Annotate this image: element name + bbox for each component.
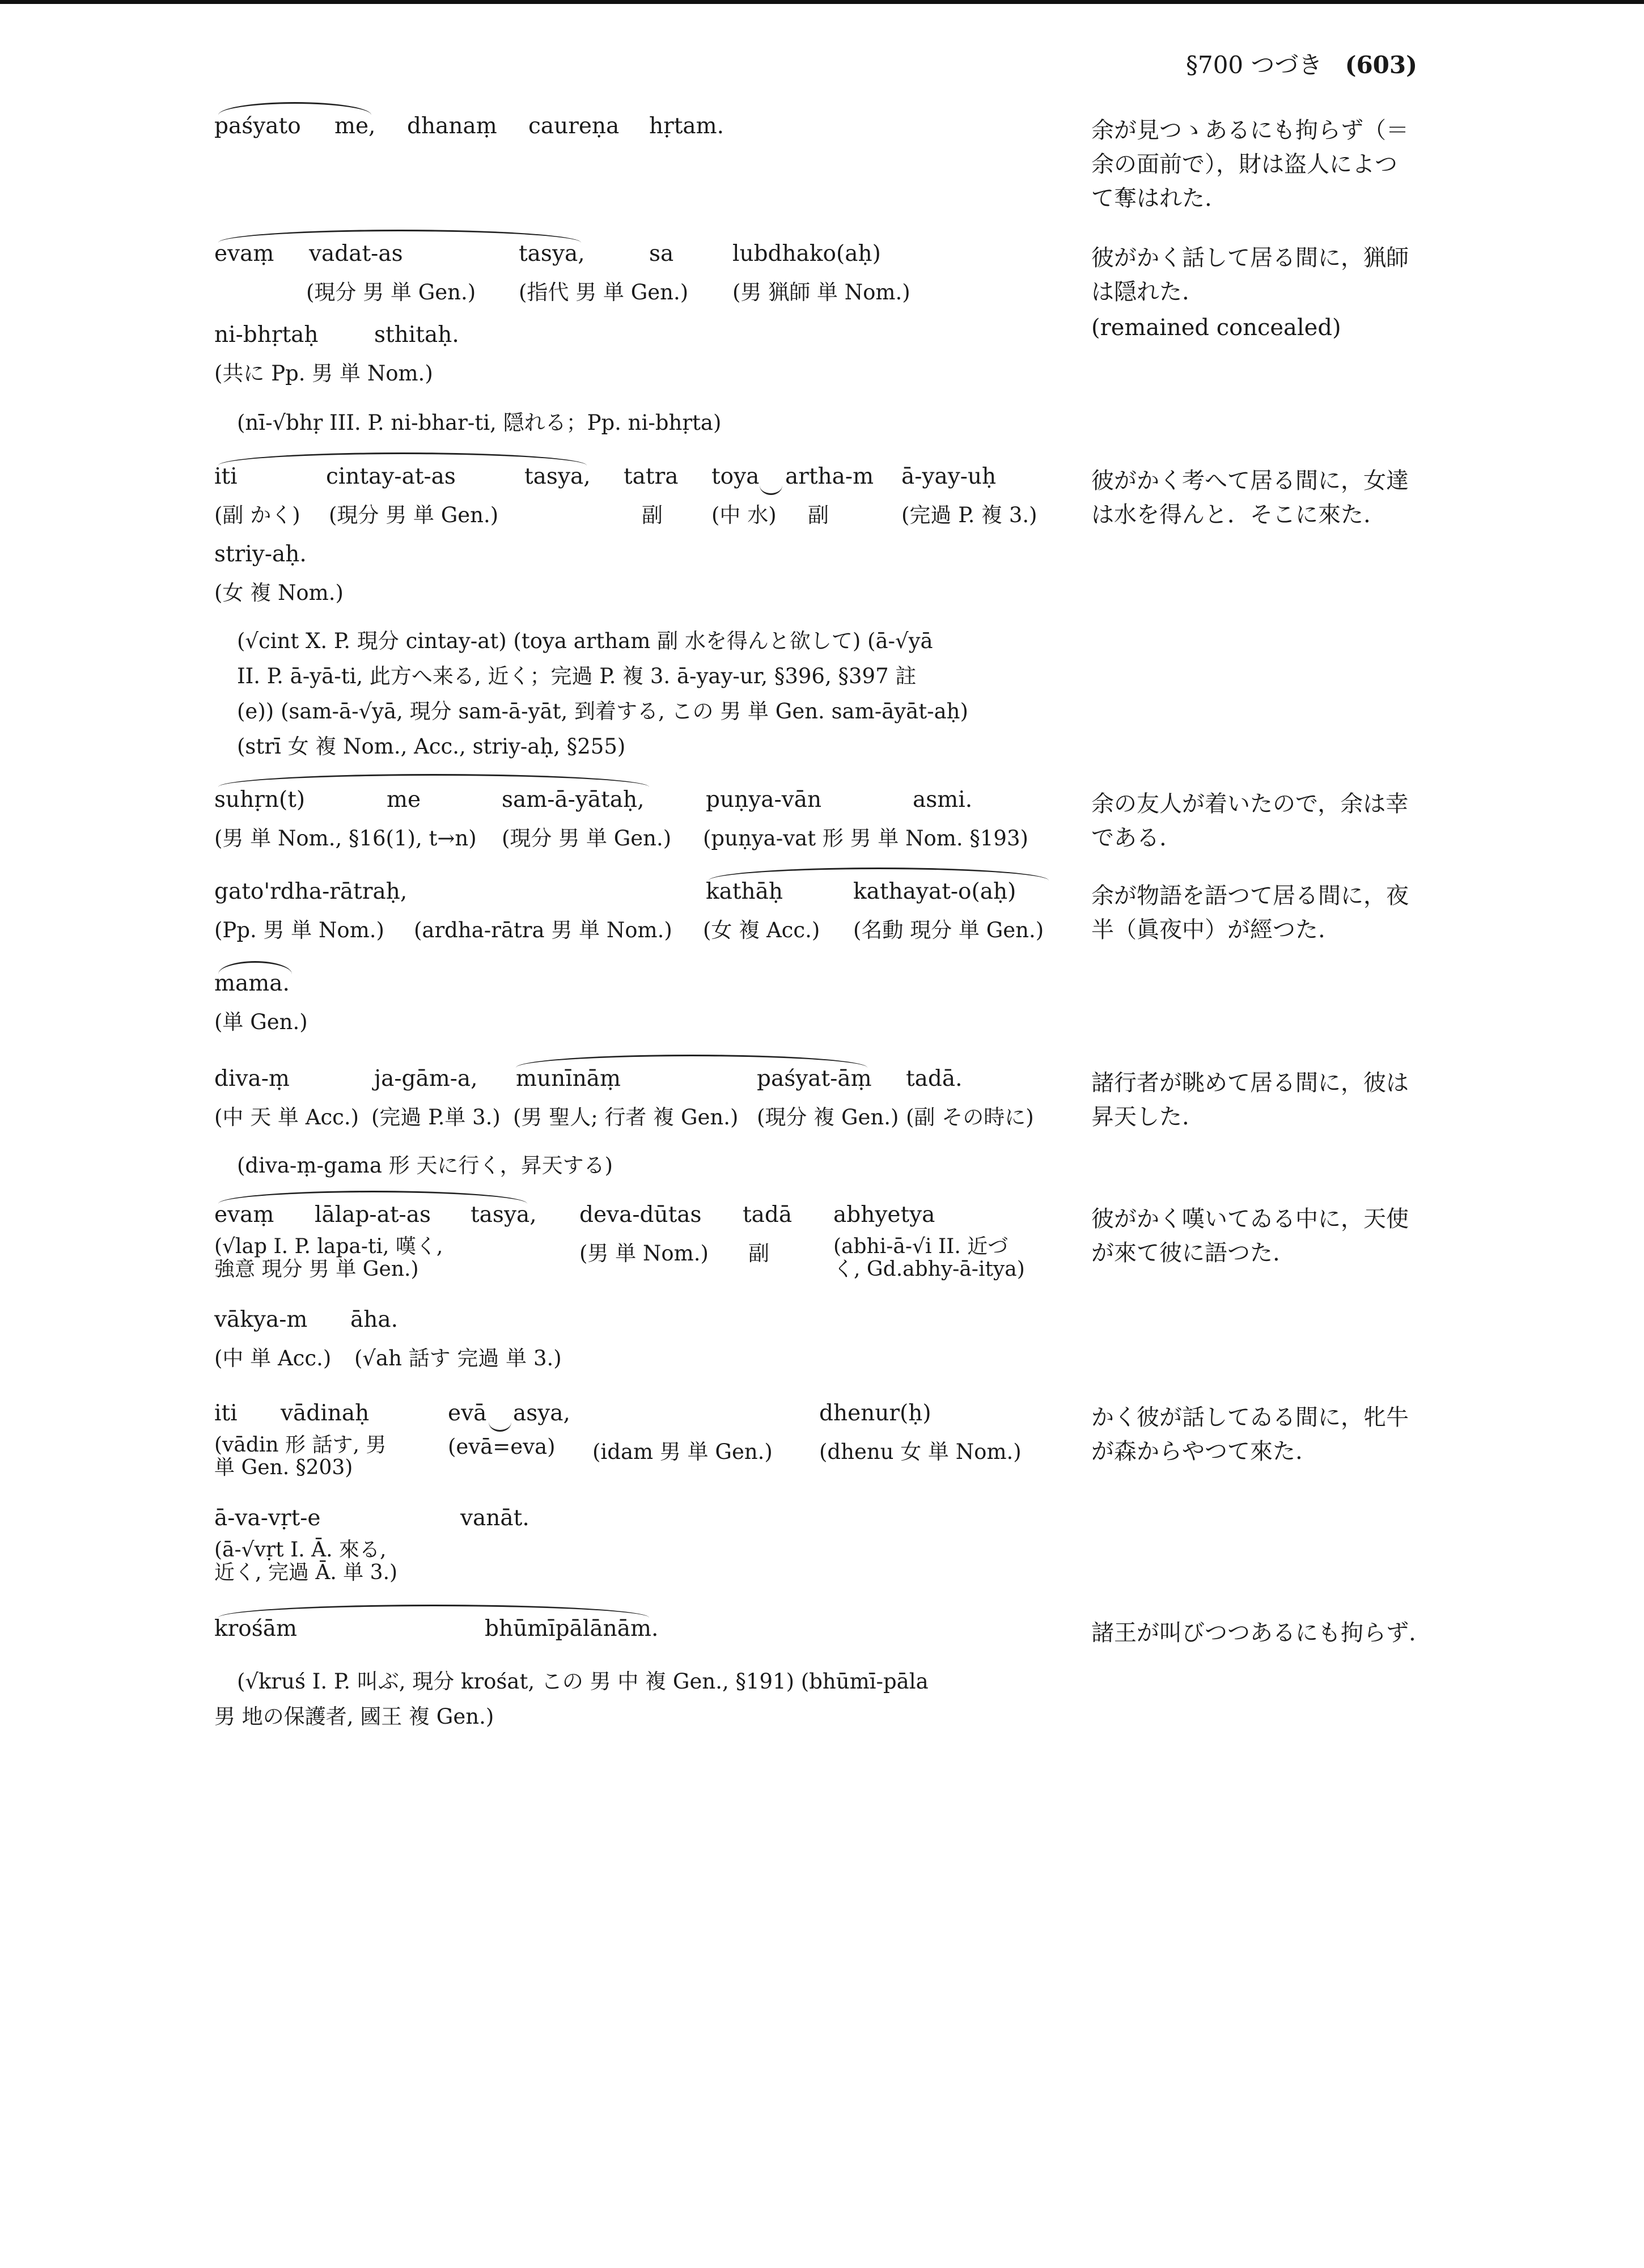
gloss: (共に Pp. 男 単 Nom.)	[214, 361, 433, 386]
sanskrit-word: toya	[711, 464, 760, 489]
note-line: 男 地の保護者, 國王 複 Gen.)	[214, 1704, 494, 1729]
gloss: (vādin 形 話す, 男	[214, 1433, 387, 1457]
sanskrit-word: asmi.	[913, 787, 973, 813]
sanskrit-word: artha-m	[785, 464, 874, 489]
sanskrit-word: paśyato	[214, 113, 301, 139]
sanskrit-word: sa	[649, 241, 674, 266]
top-rule	[0, 0, 1644, 4]
sanskrit-word: vanāt.	[460, 1505, 529, 1531]
sanskrit-word: ā-va-vṛt-e	[214, 1505, 321, 1531]
sanskrit-word: krośām	[214, 1616, 298, 1641]
sanskrit-word: āha.	[350, 1307, 399, 1332]
gloss: (ā-√vṛt I. Ā. 來る,	[214, 1538, 387, 1562]
sanskrit-word: lubdhako(aḥ)	[732, 241, 881, 266]
sanskrit-word: me	[387, 787, 421, 813]
gloss: (中 天 単 Acc.)	[214, 1105, 359, 1129]
sanskrit-word: mama.	[214, 971, 290, 996]
sanskrit-word: evā	[448, 1400, 487, 1426]
sanskrit-word: puṇya-vān	[706, 787, 822, 813]
sanskrit-word: evaṃ	[214, 1202, 274, 1228]
page-number: (603)	[1345, 51, 1417, 79]
gloss: (abhi-ā-√i II. 近づ	[833, 1235, 1009, 1258]
gloss: (単 Gen.)	[214, 1010, 308, 1034]
gloss: (√ah 話す 完過 単 3.)	[354, 1346, 562, 1370]
sanskrit-word: vākya-m	[214, 1307, 308, 1332]
translation: 余が見つゝあるにも拘らず（＝余の面前で），財は盗人によつて奪はれた.	[1091, 117, 1409, 211]
sanskrit-word: hṛtam.	[649, 113, 724, 139]
sanskrit-word: suhṛn(t)	[214, 787, 306, 813]
sanskrit-word: gato'rdha-rātraḥ,	[214, 879, 408, 904]
note-line: (strī 女 複 Nom., Acc., striy-aḥ, §255)	[237, 734, 626, 759]
sanskrit-word: cintay-at-as	[326, 464, 456, 489]
sanskrit-word: abhyetya	[833, 1202, 935, 1228]
sanskrit-word: vādinaḥ	[281, 1400, 370, 1426]
gloss: (完過 P.単 3.)	[371, 1105, 501, 1129]
gloss: (現分 男 単 Gen.)	[329, 503, 499, 527]
note-line: (√cint X. P. 現分 cintay-at) (toya artham 副 水を得んと欲して) (ā-√yā	[237, 629, 933, 653]
gloss: (男 猟師 単 Nom.)	[732, 280, 910, 304]
page-header	[1186, 46, 1417, 81]
gloss: 副	[808, 503, 829, 527]
note-line: (√kruś I. P. 叫ぶ, 現分 krośat, この 男 中 複 Gen., §191) (bhūmī-pāla	[237, 1669, 929, 1694]
sanskrit-word: tadā.	[906, 1066, 963, 1091]
sanskrit-word: paśyat-āṃ	[757, 1066, 872, 1091]
gloss: (副 かく)	[214, 503, 300, 527]
gloss: (evā=eva)	[448, 1435, 556, 1459]
sanskrit-word: tasya,	[471, 1202, 537, 1228]
sandhi-mark	[760, 485, 782, 495]
gloss: 単 Gen. §203)	[214, 1456, 353, 1479]
sanskrit-word: dhanaṃ	[407, 113, 497, 139]
gloss: (中 水)	[711, 503, 777, 527]
gloss: (男 単 Nom., §16(1), t→n)	[214, 826, 477, 850]
sanskrit-word: me,	[334, 113, 376, 139]
gloss: く, Gd.abhy-ā-itya)	[833, 1258, 1025, 1281]
translation: 余の友人が着いたので，余は幸である.	[1091, 791, 1409, 851]
gloss: 近く, 完過 Ā. 単 3.)	[214, 1561, 398, 1584]
section-label: §700 つづき	[1185, 51, 1323, 79]
translation: 彼がかく話して居る間に，猟師は隠れた.	[1091, 245, 1409, 305]
gloss: (男 単 Nom.)	[579, 1241, 709, 1266]
gloss: (中 単 Acc.)	[214, 1346, 332, 1370]
liaison-arc	[218, 774, 649, 787]
gloss: (男 聖人; 行者 複 Gen.)	[513, 1105, 739, 1129]
translation: 諸行者が眺めて居る間に，彼は昇天した.	[1091, 1070, 1409, 1130]
sanskrit-word: dhenur(ḥ)	[819, 1400, 931, 1426]
sanskrit-word: kathāḥ	[706, 879, 783, 904]
sanskrit-word: striy-aḥ.	[214, 541, 307, 567]
sanskrit-word: diva-ṃ	[214, 1066, 290, 1091]
sanskrit-word: lālap-at-as	[315, 1202, 431, 1228]
sanskrit-word: sthitaḥ.	[374, 322, 459, 348]
sanskrit-word: munīnāṃ	[516, 1066, 621, 1091]
gloss: (副 その時に)	[906, 1105, 1034, 1129]
gloss: 副	[642, 503, 663, 527]
sanskrit-word: iti	[214, 464, 238, 489]
gloss: 強意 現分 男 単 Gen.)	[214, 1258, 419, 1281]
gloss: (√lap I. P. lapa-ti, 嘆く,	[214, 1235, 443, 1258]
gloss: (idam 男 単 Gen.)	[592, 1440, 773, 1464]
sanskrit-word: kathayat-o(aḥ)	[853, 879, 1016, 904]
gloss: (完過 P. 複 3.)	[901, 503, 1037, 527]
gloss: (ardha-rātra 男 単 Nom.)	[414, 918, 672, 942]
gloss: (現分 複 Gen.)	[757, 1105, 899, 1129]
gloss: (名動 現分 単 Gen.)	[853, 918, 1044, 942]
gloss: (dhenu 女 単 Nom.)	[819, 1440, 1022, 1464]
sanskrit-word: asya,	[513, 1400, 570, 1426]
translation-english: (remained concealed)	[1091, 315, 1341, 341]
sanskrit-word: tatra	[624, 464, 679, 489]
gloss: (puṇya-vat 形 男 単 Nom. §193)	[703, 826, 1028, 850]
gloss: 副	[748, 1241, 769, 1266]
translation: 諸王が叫びつつあるにも拘らず.	[1091, 1620, 1416, 1646]
sanskrit-word: tadā	[743, 1202, 793, 1228]
sanskrit-word: bhūmīpālānām.	[485, 1616, 659, 1641]
sanskrit-word: ja-gām-a,	[374, 1066, 478, 1091]
sanskrit-word: evaṃ	[214, 241, 274, 266]
translation: かく彼が話してゐる間に，牝牛が森からやつて來た.	[1091, 1404, 1409, 1465]
sanskrit-word: iti	[214, 1400, 238, 1426]
note-line: (e)) (sam-ā-√yā, 現分 sam-ā-yāt, 到着する, この 男 単 Gen. sam-āyāt-aḥ)	[237, 699, 968, 723]
sanskrit-word: caureṇa	[528, 113, 620, 139]
sanskrit-word: ā-yay-uḥ	[901, 464, 997, 489]
sanskrit-word: deva-dūtas	[579, 1202, 702, 1228]
gloss: (現分 男 単 Gen.)	[502, 826, 672, 850]
sanskrit-word: tasya,	[519, 241, 585, 266]
note: (nī-√bhṛ III. P. ni-bhar-ti, 隠れる；Pp. ni-bhṛta)	[237, 411, 722, 435]
translation: 彼がかく嘆いてゐる中に，天使が來て彼に語つた.	[1091, 1206, 1409, 1266]
gloss: (Pp. 男 単 Nom.)	[214, 918, 384, 942]
sanskrit-word: sam-ā-yātaḥ,	[502, 787, 645, 813]
gloss: (現分 男 単 Gen.)	[306, 280, 476, 304]
sandhi-mark	[489, 1422, 511, 1432]
sanskrit-word: tasya,	[524, 464, 591, 489]
sanskrit-word: vadat-as	[309, 241, 403, 266]
translation: 彼がかく考へて居る間に，女達は水を得んと．そこに來た.	[1091, 468, 1409, 528]
gloss: (指代 男 単 Gen.)	[519, 280, 689, 304]
note: (diva-ṃ-gama 形 天に行く，昇天する)	[237, 1153, 613, 1178]
translation: 余が物語を語つて居る間に，夜半（眞夜中）が經つた.	[1091, 883, 1409, 943]
gloss: (女 複 Acc.)	[703, 918, 820, 942]
gloss: (女 複 Nom.)	[214, 581, 344, 605]
sanskrit-word: ni-bhṛtaḥ	[214, 322, 319, 348]
note-line: II. P. ā-yā-ti, 此方へ来る, 近く；完過 P. 複 3. ā-yay-ur, §396, §397 註	[237, 664, 917, 688]
